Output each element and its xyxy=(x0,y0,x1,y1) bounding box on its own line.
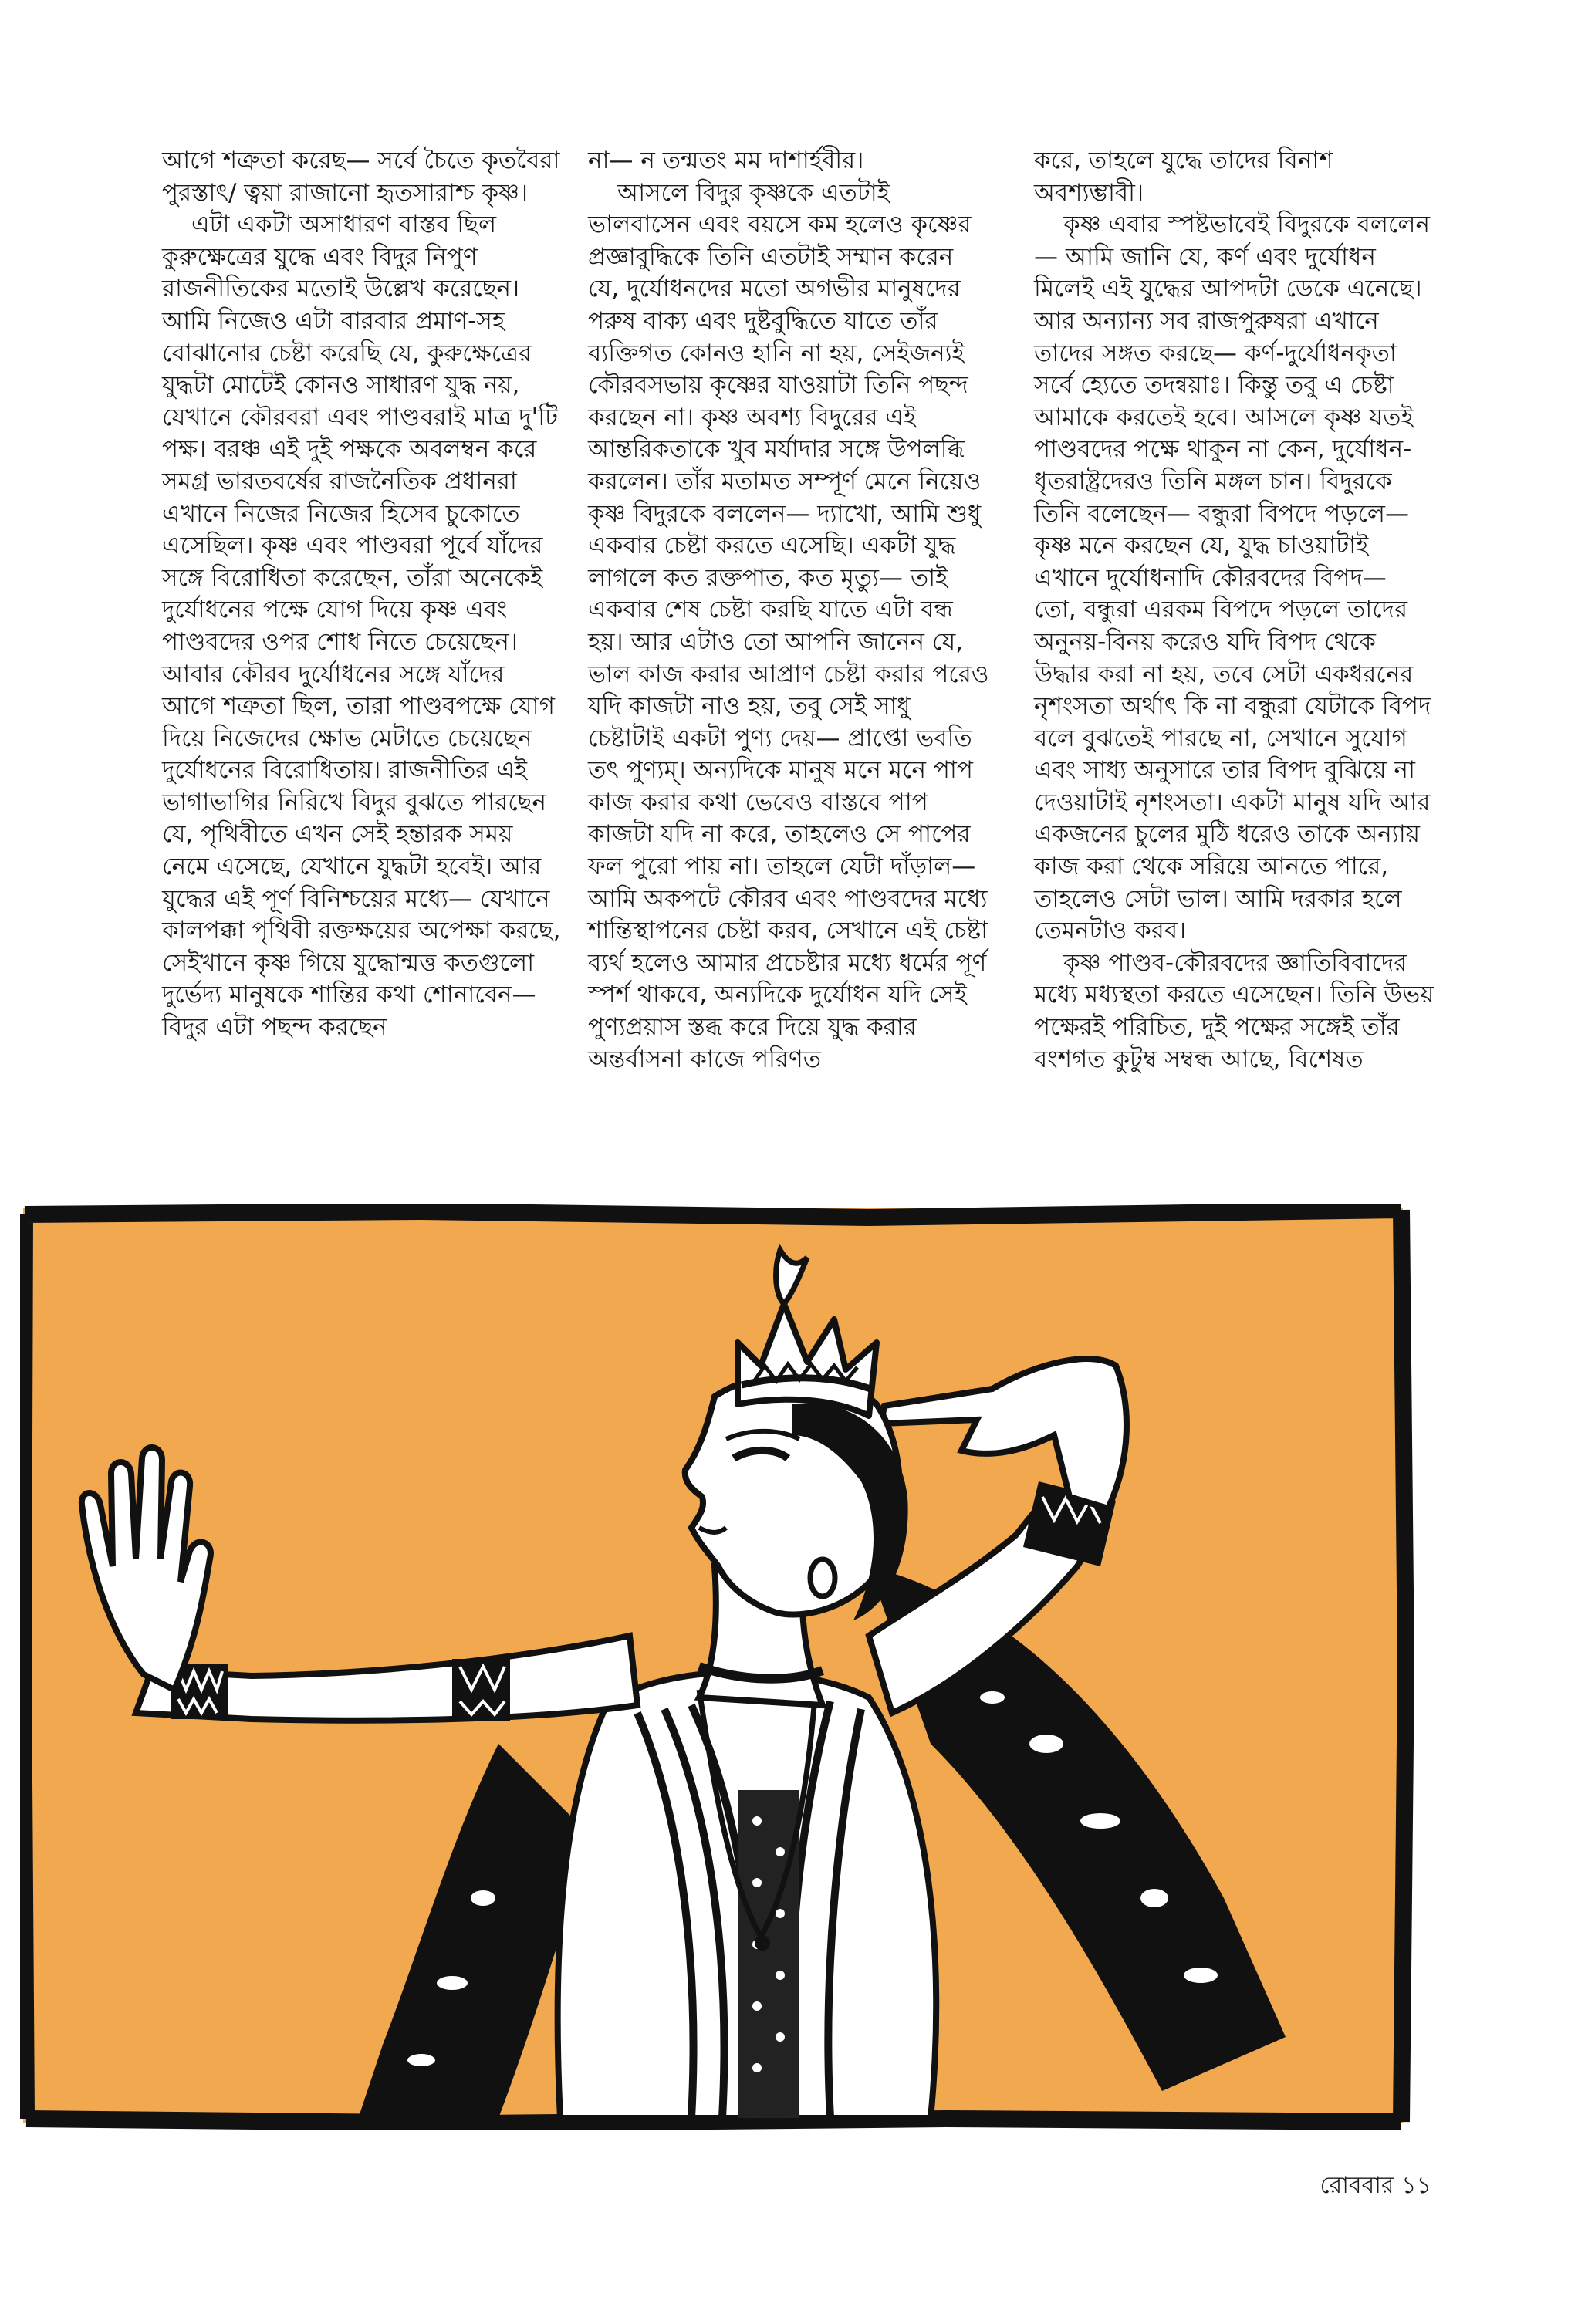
paragraph: আসলে বিদুর কৃষ্ণকে এতটাই ভালবাসেন এবং বয়সে কম হলেও কৃষ্ণের প্রজ্ঞাবুদ্ধিকে তিনি এতটাই সম্মান করেন যে, দুর্যোধনদের মতো অগভীর মানুষদের পরুষ বাক্য এবং দুষ্টবুদ্ধিতে যাতে তাঁর ব্যক্তিগত কোনও হানি না হয়, সেইজন্যই কৌরবসভায় কৃষ্ণের যাওয়াটা তিনি পছন্দ করছেন না। কৃষ্ণ অবশ্য বিদুরের এই আন্তরিকতাকে খুব মর্যাদার সঙ্গে উপলব্ধি করলেন। তাঁর মতামত সম্পূর্ণ মেনে নিয়েও কৃষ্ণ বিদুরকে বললেন— দ্যাখো, আমি শুধু একবার চেষ্টা করতে এসেছি। একটা যুদ্ধ লাগলে কত রক্তপাত, কত মৃত্যু— তাই একবার শেষ চেষ্টা করছি যাতে এটা বন্ধ হয়। আর এটাও তো আপনি জানেন যে, ভাল কাজ করার আপ্রাণ চেষ্টা করার পরেও যদি কাজটা নাও হয়, তবু সেই সাধু চেষ্টাটাই একটা পুণ্য দেয়— প্রাপ্তো ভবতি তৎ পুণ্যম্। অন্যদিকে মানুষ মনে মনে পাপ কাজ করার কথা ভেবেও বাস্তবে পাপ কাজটা যদি না করে, তাহলেও সে পাপের ফল পুরো পায় না। তাহলে যেটা দাঁড়াল— আমি অকপটে কৌরব এবং পাণ্ডবদের মধ্যে শান্তিস্থাপনের চেষ্টা করব, সেখানে এই চেষ্টা ব্যর্থ হলেও আমার প্রচেষ্টার মধ্যে ধর্মের পূর্ণ স্পর্শ থাকবে, অন্যদিকে দুর্যোধন যদি সেই পুণ্যপ্রয়াস স্তব্ধ করে দিয়ে যুদ্ধ করার অন্তর্বাসনা কাজে পরিণত xyxy=(588,178,989,1073)
article-column-2 xyxy=(588,145,989,1076)
article-column-3 xyxy=(1034,145,1435,1076)
paragraph: কৃষ্ণ এবার স্পষ্টভাবেই বিদুরকে বললেন— আমি জানি যে, কর্ণ এবং দুর্যোধন মিলেই এই যুদ্ধের আপদটা ডেকে এনেছে। আর অন্যান্য সব রাজপুরুষরা এখানে তাদের সঙ্গত করছে— কর্ণ-দুর্যোধনকৃতা সর্বে হ্যেতে তদন্বয়াঃ। কিন্তু তবু এ চেষ্টা আমাকে করতেই হবে। আসলে কৃষ্ণ যতই পাণ্ডবদের পক্ষে থাকুন না কেন, দুর্যোধন-ধৃতরাষ্ট্রদেরও তিনি মঙ্গল চান। বিদুরকে তিনি বলেছেন— বন্ধুরা বিপদে পড়লে— কৃষ্ণ মনে করছেন যে, যুদ্ধ চাওয়াটাই এখানে দুর্যোধনাদি কৌরবদের বিপদ— তো, বন্ধুরা এরকম বিপদে পড়লে তাদের অনুনয়-বিনয় করেও যদি বিপদ থেকে উদ্ধার করা না হয়, তবে সেটা একধরনের নৃশংসতা অর্থাৎ কি না বন্ধুরা যেটাকে বিপদ বলে বুঝতেই পারছে না, সেখানে সুযোগ এবং সাধ্য অনুসারে তার বিপদ বুঝিয়ে না দেওয়াটাই নৃশংসতা। একটা মানুষ যদি আর একজনের চুলের মুঠি ধরেও তাকে অন্যায় কাজ করা থেকে সরিয়ে আনতে পারে, তাহলেও সেটা ভাল। আমি দরকার হলে তেমনটাও করব। xyxy=(1034,211,1431,945)
page-footer xyxy=(1320,2167,1431,2206)
earring-shape xyxy=(810,1559,835,1596)
upper-left-armband xyxy=(452,1659,510,1721)
page-number: ১১ xyxy=(1401,2172,1431,2199)
paragraph: না— ন তন্মতং মম দাশার্হবীর। xyxy=(588,147,864,174)
paragraph: আগে শত্রুতা করেছ— সর্বে চৈতে কৃতবৈরা পুরস্তাৎ/ ত্বয়া রাজানো হৃতসারাশ্চ কৃষ্ণ। xyxy=(162,147,560,207)
paragraph: করে, তাহলে যুদ্ধে তাদের বিনাশ অবশ্যম্ভাবী। xyxy=(1034,147,1333,207)
paragraph: এটা একটা অসাধারণ বাস্তব ছিল কুরুক্ষেত্রের যুদ্ধে এবং বিদুর নিপুণ রাজনীতিকের মতোই উল্লেখ করেছেন। আমি নিজেও এটা বারবার প্রমাণ-সহ বোঝানোর চেষ্টা করেছি যে, কুরুক্ষেত্রের যুদ্ধটা মোটেই কোনও সাধারণ যুদ্ধ নয়, যেখানে কৌরবরা এবং পাণ্ডবরাই মাত্র দু'টি পক্ষ। বরঞ্চ এই দুই পক্ষকে অবলম্বন করে সমগ্র ভারতবর্ষের রাজনৈতিক প্রধানরা এখানে নিজের নিজের হিসেব চুকোতে এসেছিল। কৃষ্ণ এবং পাণ্ডবরা পূর্বে যাঁদের সঙ্গে বিরোধিতা করেছেন, তাঁরা অনেকেই দুর্যোধনের পক্ষে যোগ দিয়ে কৃষ্ণ এবং পাণ্ডবদের ওপর শোধ নিতে চেয়েছেন। আবার কৌরব দুর্যোধনের সঙ্গে যাঁদের আগে শত্রুতা ছিল, তারা পাণ্ডবপক্ষে যোগ দিয়ে নিজেদের ক্ষোভ মেটাতে চেয়েছেন দুর্যোধনের বিরোধিতায়। রাজনীতির এই ভাগাভাগির নিরিখে বিদুর বুঝতে পারছেন যে, পৃথিবীতে এখন সেই হন্তারক সময় নেমে এসেছে, যেখানে যুদ্ধটা হবেই। আর যুদ্ধের এই পূর্ণ বিনিশ্চয়ের মধ্যে— যেখানে কালপক্কা পৃথিবী রক্তক্ষয়ের অপেক্ষা করছে, সেইখানে কৃষ্ণ গিয়ে যুদ্ধোন্মত্ত কতগুলো দুর্ভেদ্য মানুষকে শান্তির কথা শোনাবেন— বিদুর এটা পছন্দ করছেন xyxy=(162,211,561,1042)
magazine-name: রোববার xyxy=(1320,2172,1394,2199)
article-column-1 xyxy=(162,145,563,1044)
paragraph: কৃষ্ণ পাণ্ডব-কৌরবদের জ্ঞাতিবিবাদের মধ্যে মধ্যস্থতা করতে এসেছেন। তিনি উভয় পক্ষেরই পরিচিত, দুই পক্ষের সঙ্গেই তাঁর বংশগত কুটুম্ব সম্বন্ধ আছে, বিশেষত xyxy=(1034,948,1434,1073)
krishna-illustration xyxy=(20,1204,1414,2130)
